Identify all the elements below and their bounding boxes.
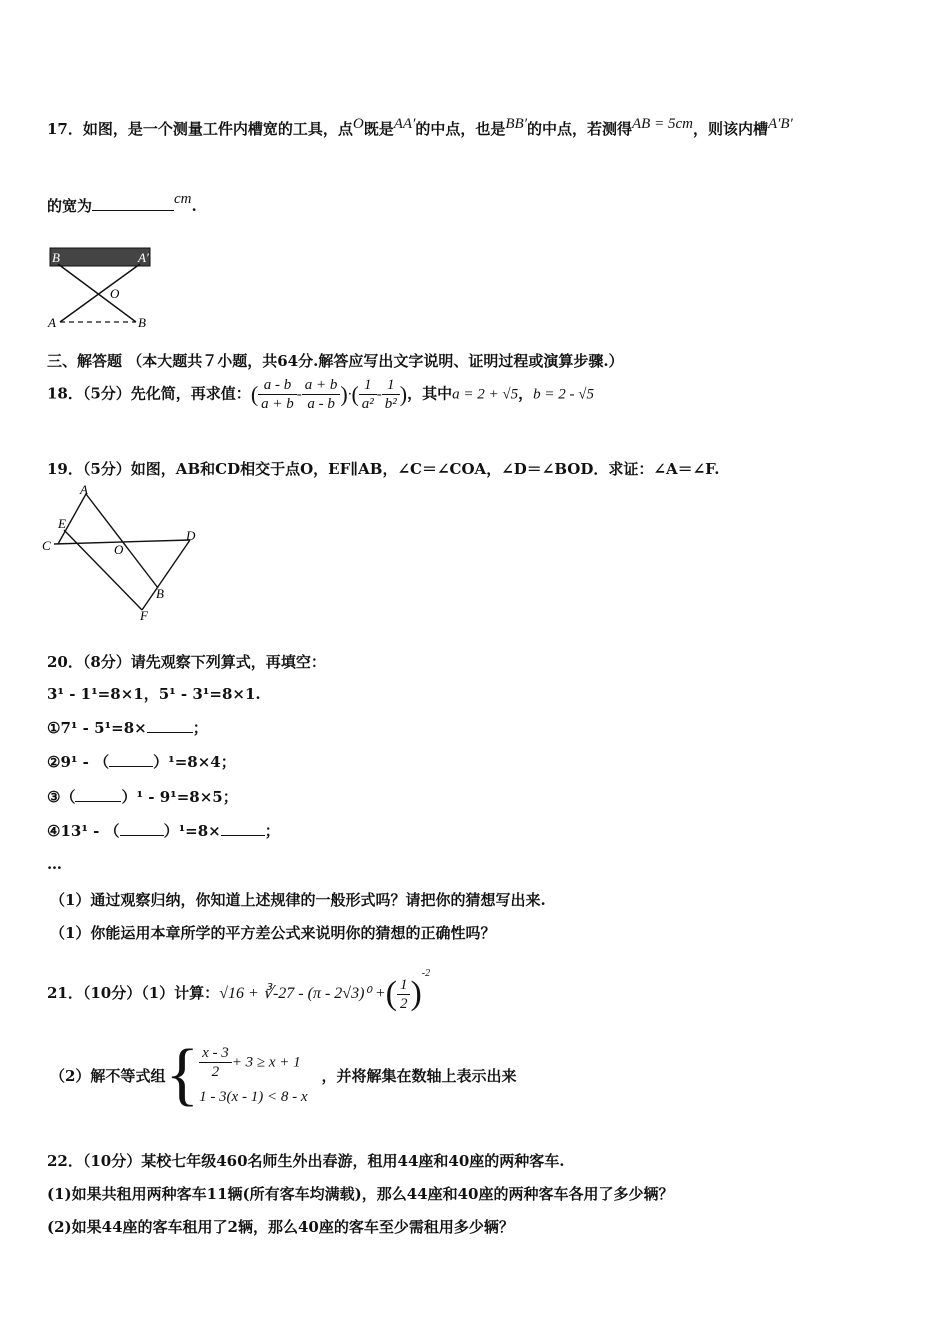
q18-a-value: a = 2 + √5 bbox=[452, 386, 519, 403]
q17-text-width: 的宽为 bbox=[47, 197, 93, 215]
q20-lead: 20．（8分）请先观察下列算式，再填空： bbox=[47, 653, 326, 671]
q18-frac-1-den: a + b bbox=[261, 396, 294, 412]
q20-item-4-text-a: ④13¹ - （ bbox=[47, 822, 120, 840]
q17-text-e: ，则该内槽 bbox=[692, 120, 768, 138]
q21-ineq-1 bbox=[199, 1044, 307, 1081]
q17-seg-bb: BB′ bbox=[505, 116, 527, 132]
q17-fig-label-a: A bbox=[48, 315, 56, 330]
q21-frac-half bbox=[397, 976, 411, 1013]
q19-label-e: E bbox=[58, 516, 66, 531]
q19-label-c: C bbox=[42, 538, 51, 553]
q21-part-1 bbox=[47, 968, 430, 1013]
q18-minus-2: - bbox=[376, 386, 382, 403]
q17-fig-cross1 bbox=[58, 264, 136, 322]
q20-item-1-blank bbox=[147, 718, 193, 733]
q20-ellipsis: … bbox=[47, 855, 62, 873]
q18-frac-3-den: a² bbox=[361, 396, 374, 412]
q20-example: 3¹ - 1¹=8×1，5¹ - 3¹=8×1. bbox=[47, 685, 261, 703]
q19-figure bbox=[40, 484, 205, 624]
q20-item-4 bbox=[47, 820, 280, 841]
q21-exponent: -2 bbox=[421, 968, 431, 979]
q18-frac-2-den: a - b bbox=[307, 396, 335, 412]
q19-label-a: A bbox=[80, 484, 88, 497]
q18-dot: · bbox=[347, 386, 352, 403]
q17-line1 bbox=[47, 116, 793, 139]
q21-ineq-2: 1 - 3(x - 1) < 8 - x bbox=[199, 1089, 308, 1105]
q18-frac-2 bbox=[302, 376, 341, 413]
q17-fig-label-b: B bbox=[138, 315, 146, 330]
q18-frac-4-den: b² bbox=[384, 396, 397, 412]
q17-fig-cross2 bbox=[60, 264, 140, 322]
q18-mid: ，其中 bbox=[407, 384, 453, 403]
q21-lead: 21．（10分）（1）计算： bbox=[47, 984, 220, 1002]
q20-item-4-text-b: ）¹=8× bbox=[163, 822, 221, 840]
q18-frac-4-num: 1 bbox=[382, 376, 400, 395]
q21-brace: { bbox=[165, 1036, 200, 1113]
q21-frac-half-den: 2 bbox=[399, 995, 408, 1012]
q20-item-3 bbox=[47, 786, 238, 807]
q17-text-c: 的中点，也是 bbox=[415, 120, 506, 138]
q20-item-2-text-a: ②9¹ - （ bbox=[47, 753, 110, 771]
q17-text-b: 既是 bbox=[363, 120, 394, 138]
q17-figure bbox=[44, 244, 164, 334]
q20-item-3-text-b: ）¹ - 9¹=8×5； bbox=[121, 788, 238, 806]
q20-item-2 bbox=[47, 751, 236, 772]
q21-paren-open: ( bbox=[385, 975, 397, 1012]
q21-ineq-1-num: x - 3 bbox=[199, 1044, 232, 1063]
q18-frac-1 bbox=[258, 376, 297, 413]
q17-seg-aa: AA′ bbox=[393, 116, 416, 132]
section3-heading: 三、解答题 （本大题共７小题，共64分.解答应写出文字说明、证明过程或演算步骤.） bbox=[47, 352, 624, 370]
q17-answer-blank bbox=[92, 196, 174, 211]
q17-fig-label-ap: A′ bbox=[138, 250, 149, 265]
q20-item-2-blank bbox=[109, 752, 153, 767]
q18-frac-3 bbox=[359, 376, 377, 413]
q17-fig-label-o: O bbox=[110, 286, 120, 301]
q20-item-2-text-b: ）¹=8×4； bbox=[153, 753, 236, 771]
q18-paren-open-1: ( bbox=[250, 381, 259, 407]
q17-line2 bbox=[47, 191, 197, 216]
q17-point-o: O bbox=[352, 116, 364, 132]
q20-item-4-end: ； bbox=[264, 822, 280, 840]
q21-frac-half-num: 1 bbox=[397, 976, 411, 995]
q17-fig-label-b-top: B bbox=[52, 250, 60, 265]
q17-ab-eq: AB = 5cm bbox=[632, 116, 693, 132]
q21-system bbox=[199, 1044, 307, 1106]
q17-text-a: 17．如图，是一个测量工件内槽宽的工具，点 bbox=[47, 120, 353, 138]
q19-line-df bbox=[142, 540, 190, 610]
q17-seg-apbp: A′B′ bbox=[767, 116, 793, 132]
q20-item-3-blank bbox=[75, 787, 121, 802]
q20-item-1-text: ①7¹ - 5¹=8× bbox=[47, 719, 147, 737]
q18-minus-1: - bbox=[296, 386, 302, 403]
q18-frac-2-num: a + b bbox=[302, 376, 341, 395]
q18-comma: ， bbox=[518, 384, 534, 403]
q21-ineq-1-frac bbox=[199, 1044, 232, 1081]
q22-lead: 22．（10分）某校七年级460名师生外出春游，租用44座和40座的两种客车. bbox=[47, 1152, 565, 1170]
q21-part-2-lead: （2）解不等式组 bbox=[50, 1066, 166, 1085]
q21-part-2 bbox=[50, 1036, 517, 1113]
q21-ineq-1-rest: + 3 ≥ x + 1 bbox=[231, 1054, 301, 1071]
q18-frac-4 bbox=[382, 376, 400, 413]
q20-item-4-blank-2 bbox=[221, 821, 265, 836]
q19-label-b: B bbox=[156, 586, 164, 601]
q20-item-1 bbox=[47, 717, 208, 738]
q21-expression: √16 + ∛-27 - (π - 2√3)⁰ + bbox=[219, 985, 386, 1002]
q18-paren-close-1: ) bbox=[340, 381, 348, 407]
q18-b-value: b = 2 - √5 bbox=[533, 386, 594, 403]
q18-paren-close-2: ) bbox=[399, 381, 408, 407]
q17-text-d: 的中点，若测得 bbox=[526, 120, 632, 138]
q19-label-d: D bbox=[186, 528, 196, 543]
q17-unit: cm bbox=[174, 191, 192, 207]
q21-part-2-tail: ，并将解集在数轴上表示出来 bbox=[321, 1066, 517, 1085]
q18-frac-3-num: 1 bbox=[359, 376, 377, 395]
q22-part-2: (2)如果44座的客车租用了2辆，那么40座的客车至少需租用多少辆？ bbox=[47, 1218, 514, 1236]
q20-item-1-end: ； bbox=[192, 719, 208, 737]
q19-label-o: O bbox=[114, 542, 124, 557]
q18-paren-open-2: ( bbox=[351, 381, 359, 407]
q18-line bbox=[47, 376, 594, 413]
q20-item-3-text-a: ③（ bbox=[47, 788, 76, 806]
q21-paren-close: ) bbox=[410, 975, 422, 1012]
q20-item-4-blank-1 bbox=[120, 821, 164, 836]
q17-period: . bbox=[191, 197, 197, 215]
q21-ineq-1-den: 2 bbox=[211, 1064, 220, 1080]
q22-part-1: (1)如果共租用两种客车11辆(所有客车均满载)，那么44座和40座的两种客车各用了多少辆？ bbox=[47, 1185, 674, 1203]
q18-frac-1-num: a - b bbox=[258, 376, 297, 395]
q20-part-1: （1）通过观察归纳，你知道上述规律的一般形式吗？请把你的猜想写出来. bbox=[50, 891, 546, 909]
q20-part-2: （1）你能运用本章所学的平方差公式来说明你的猜想的正确性吗？ bbox=[50, 924, 496, 942]
q19-text: 19．（5分）如图，AB和CD相交于点O，EF∥AB，∠C＝∠COA，∠D＝∠BOD．求证：∠A＝∠F. bbox=[47, 460, 720, 478]
q18-lead: 18．（5分）先化简，再求值： bbox=[47, 384, 251, 403]
q17-fig-bar bbox=[50, 248, 150, 266]
q19-label-f: F bbox=[140, 608, 148, 623]
